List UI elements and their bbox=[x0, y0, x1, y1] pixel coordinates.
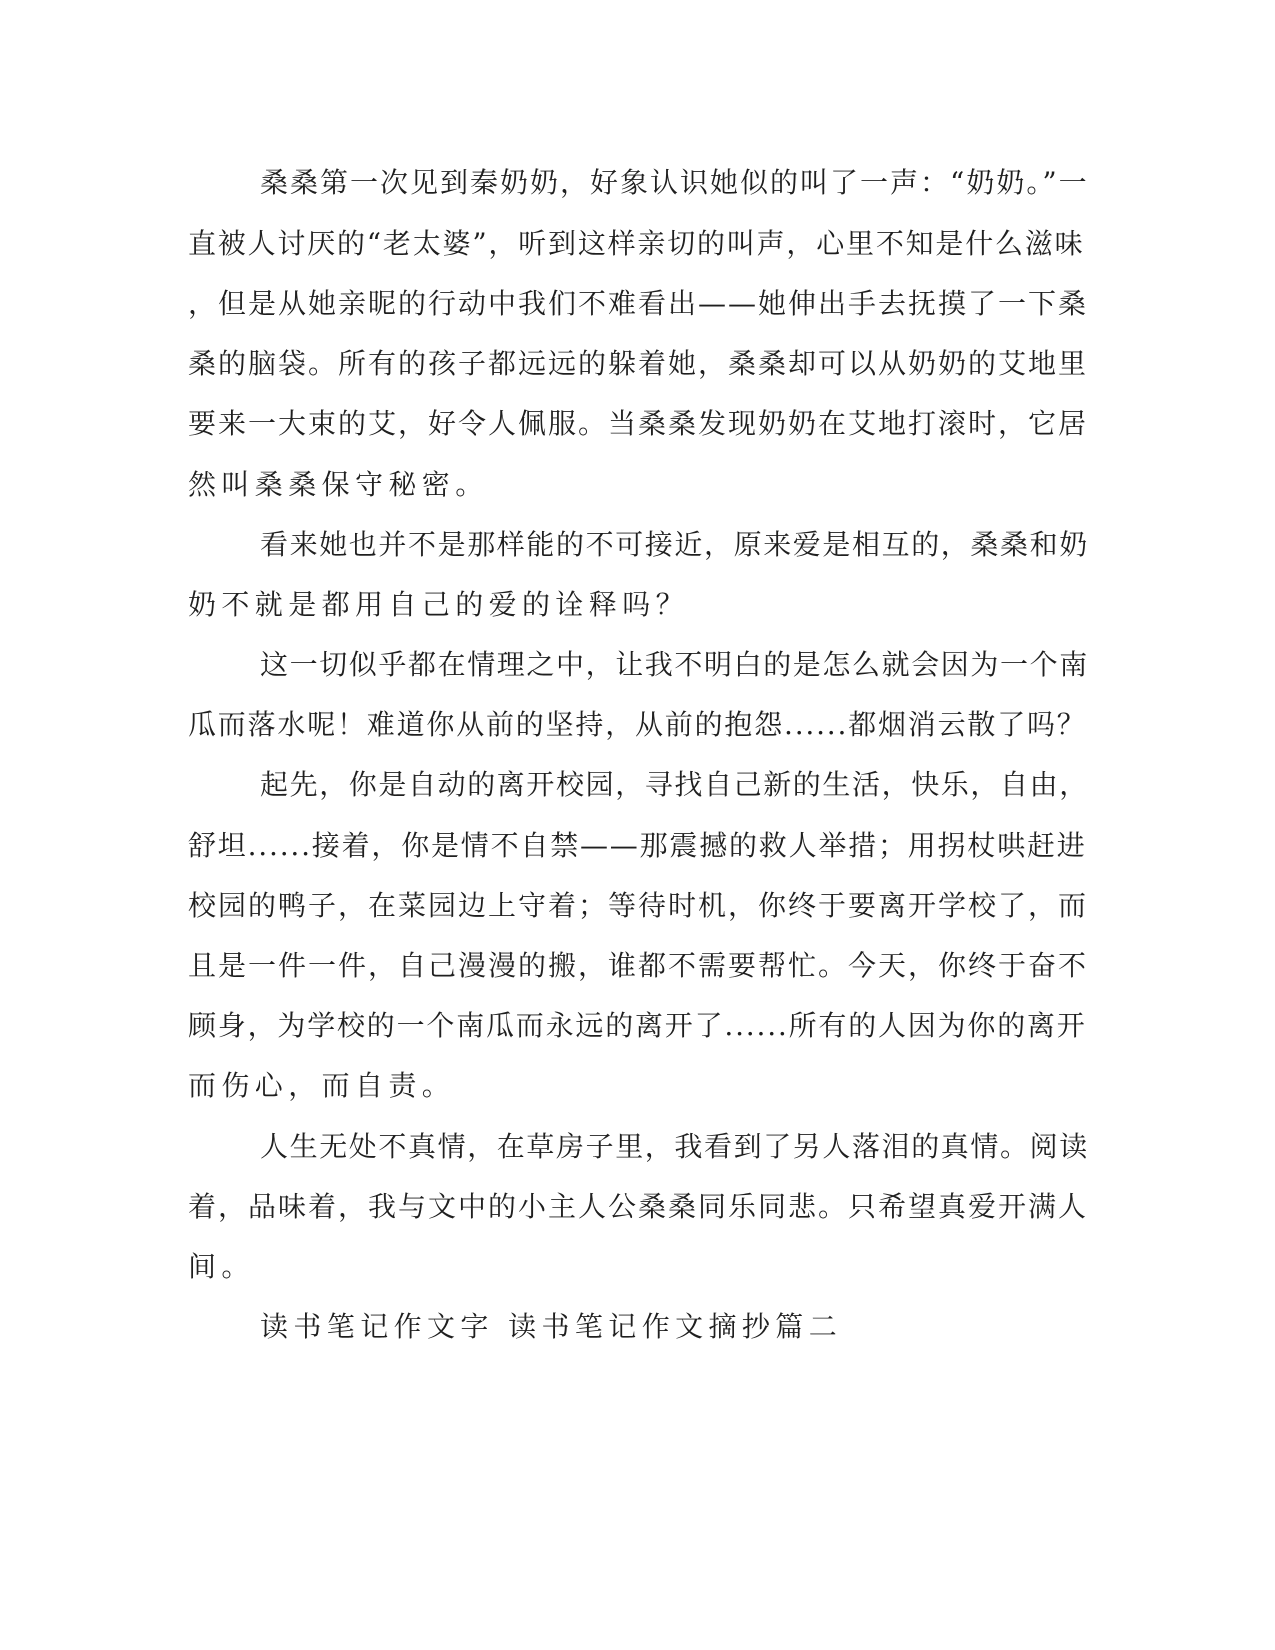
paragraph-2-line-1: 看来她也并不是那样能的不可接近，原来爱是相互的，桑桑和奶 bbox=[260, 528, 1089, 561]
paragraph-5-line-3: 间。 bbox=[188, 1250, 255, 1283]
paragraph-1-line-3: ，但是从她亲昵的行动中我们不难看出——她伸出手去抚摸了一下桑 bbox=[188, 287, 1089, 320]
paragraph-5-line-2: 着，品味着，我与文中的小主人公桑桑同乐同悲。只希望真爱开满人 bbox=[188, 1190, 1089, 1223]
paragraph-3-line-1: 这一切似乎都在情理之中，让我不明白的是怎么就会因为一个南 bbox=[260, 648, 1089, 681]
paragraph-4-line-6: 而伤心，而自责。 bbox=[188, 1069, 456, 1102]
paragraph-4-line-3: 校园的鸭子，在菜园边上守着；等待时机，你终于要离开学校了，而 bbox=[188, 889, 1089, 922]
section-heading: 读书笔记作文字 读书笔记作文摘抄篇二 bbox=[260, 1310, 843, 1343]
paragraph-4-line-5: 顾身，为学校的一个南瓜而永远的离开了......所有的人因为你的离开 bbox=[188, 1009, 1087, 1042]
paragraph-1-line-5: 要来一大束的艾，好令人佩服。当桑桑发现奶奶在艾地打滚时，它居 bbox=[188, 407, 1089, 440]
paragraph-1-line-1: 桑桑第一次见到秦奶奶，好象认识她似的叫了一声：“奶奶。”一 bbox=[260, 166, 1089, 199]
paragraph-5-line-1: 人生无处不真情，在草房子里，我看到了另人落泪的真情。阅读 bbox=[260, 1130, 1089, 1163]
paragraph-4-line-4: 且是一件一件，自己漫漫的搬，谁都不需要帮忙。今天，你终于奋不 bbox=[188, 949, 1089, 982]
paragraph-1-line-4: 桑的脑袋。所有的孩子都远远的躲着她，桑桑却可以从奶奶的艾地里 bbox=[188, 347, 1089, 380]
paragraph-4-line-2: 舒坦......接着，你是情不自禁——那震撼的救人举措；用拐杖哄赶进 bbox=[188, 829, 1087, 862]
paragraph-1-line-6: 然叫桑桑保守秘密。 bbox=[188, 468, 489, 501]
paragraph-4-line-1: 起先，你是自动的离开校园，寻找自己新的生活，快乐，自由， bbox=[260, 768, 1089, 801]
paragraph-3-line-2: 瓜而落水呢！难道你从前的坚持，从前的抱怨......都烟消云散了吗？ bbox=[188, 708, 1087, 741]
paragraph-2-line-2: 奶不就是都用自己的爱的诠释吗？ bbox=[188, 588, 690, 621]
paragraph-1-line-2: 直被人讨厌的“老太婆”，听到这样亲切的叫声，心里不知是什么滋味 bbox=[188, 227, 1085, 260]
